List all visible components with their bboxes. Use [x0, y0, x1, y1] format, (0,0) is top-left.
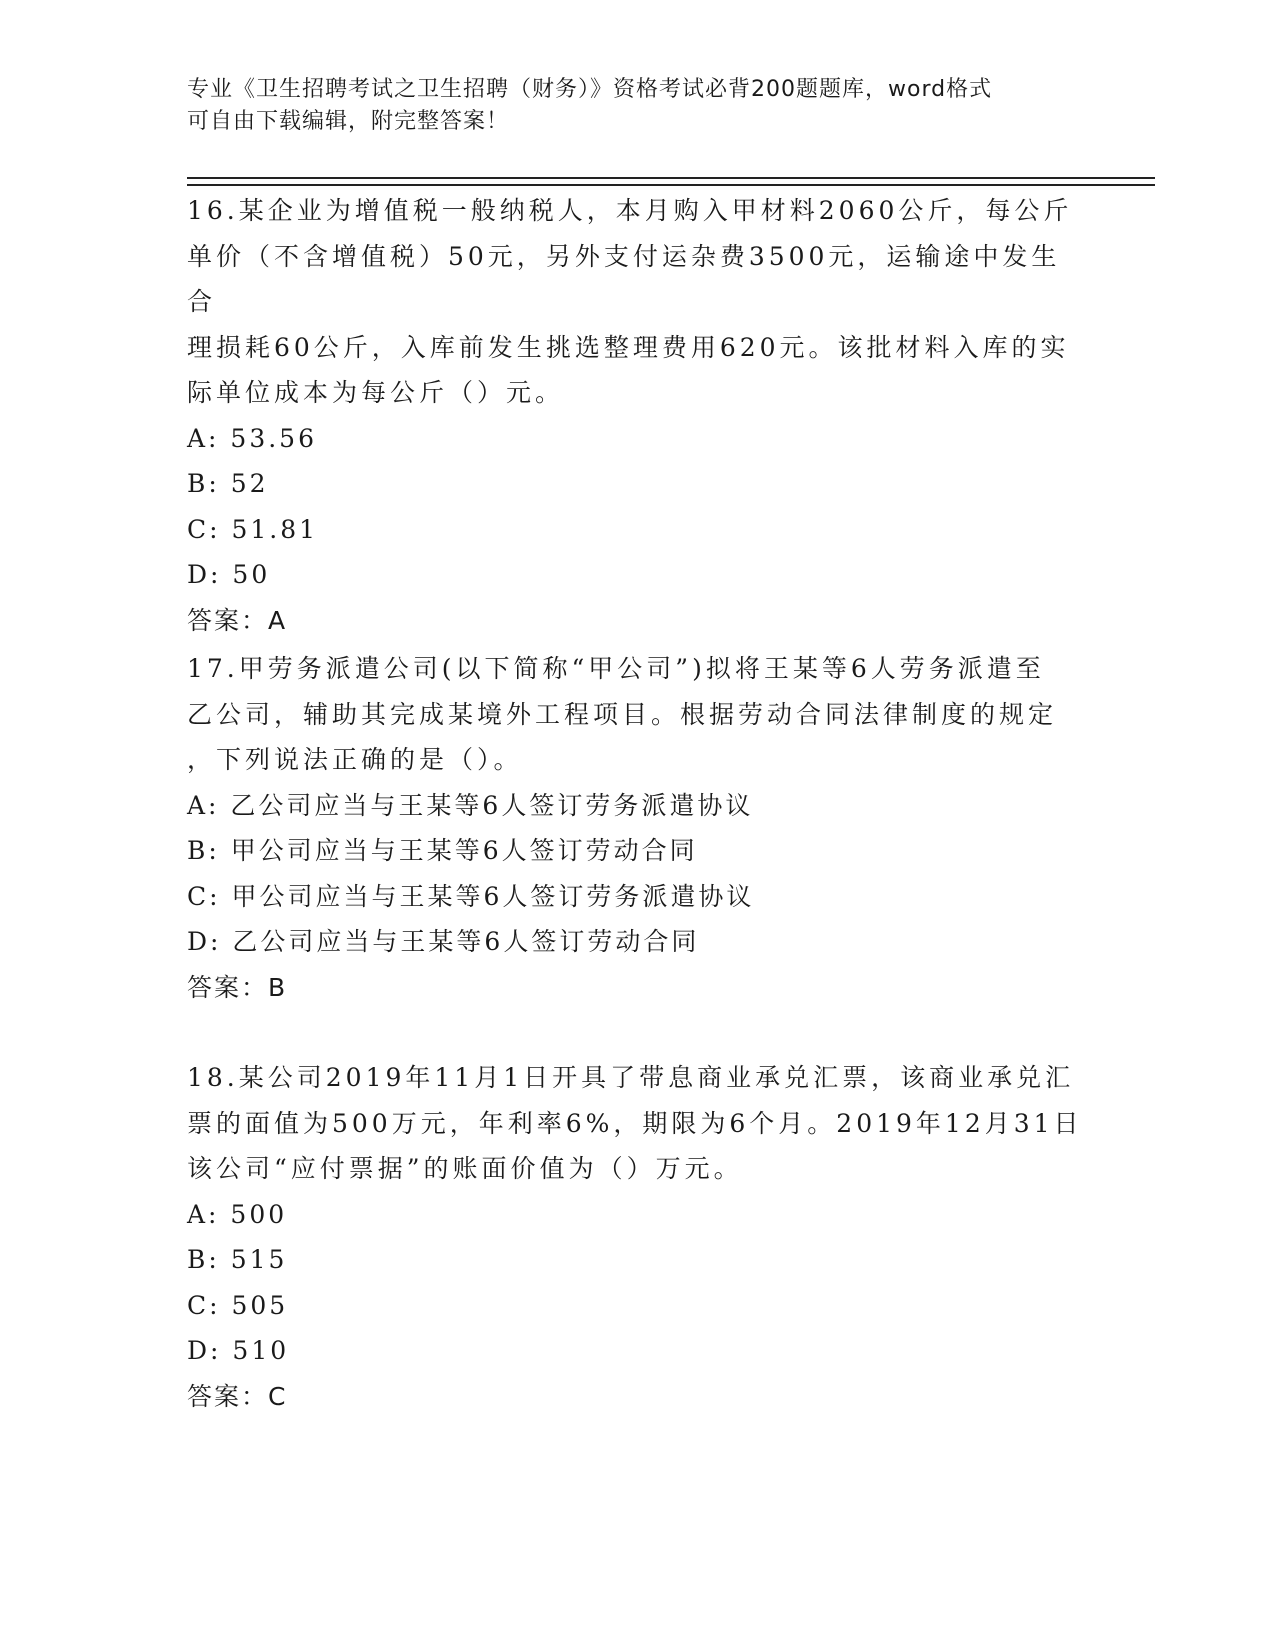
question-stem-line: 18.某公司2019年11月1日开具了带息商业承兑汇票，该商业承兑汇: [187, 1063, 1075, 1092]
option-d: D: 乙公司应当与王某等6人签订劳动合同: [187, 927, 700, 956]
header-divider-bottom: [187, 184, 1155, 186]
question-stem-line: 际单位成本为每公斤（）元。: [187, 378, 565, 407]
answer: 答案：B: [187, 972, 288, 1002]
option-c: C: 505: [187, 1290, 289, 1320]
question-18: [187, 1055, 1087, 1419]
question-stem-line: 单价（不含增值税）50元，另外支付运杂费3500元，运输途中发生合: [187, 241, 1061, 316]
question-stem-line: 该公司“应付票据”的账面价值为（）万元。: [187, 1154, 743, 1183]
option-a: A: 500: [187, 1199, 288, 1229]
question-17: [187, 646, 1087, 1010]
question-stem-line: 票的面值为500万元，年利率6%，期限为6个月。2019年12月31日: [187, 1108, 1083, 1138]
header-divider-top: [187, 177, 1155, 179]
question-stem-line: 理损耗60公斤，入库前发生挑选整理费用620元。该批材料入库的实: [187, 332, 1070, 362]
question-stem-line: 17.甲劳务派遣公司(以下简称“甲公司”)拟将王某等6人劳务派遣至: [187, 654, 1045, 683]
option-a: A: 53.56: [187, 423, 317, 453]
option-c: C: 51.81: [187, 514, 319, 544]
option-d: D: 50: [187, 560, 271, 589]
option-a: A: 乙公司应当与王某等6人签订劳务派遣协议: [187, 790, 754, 820]
option-b: B: 52: [187, 469, 269, 498]
question-stem-line: 16.某企业为增值税一般纳税人，本月购入甲材料2060公斤，每公斤: [187, 196, 1073, 225]
answer: 答案：C: [187, 1381, 288, 1411]
answer: 答案：A: [187, 605, 288, 635]
option-b: B: 515: [187, 1245, 288, 1274]
option-b: B: 甲公司应当与王某等6人签订劳动合同: [187, 836, 698, 865]
document-header: [187, 74, 1087, 138]
question-16: [187, 188, 1087, 643]
question-stem-line: 乙公司，辅助其完成某境外工程项目。根据劳动合同法律制度的规定: [187, 699, 1058, 729]
header-title-line-1: 专业《卫生招聘考试之卫生招聘（财务）》资格考试必背200题题库，word格式: [187, 77, 993, 102]
option-c: C: 甲公司应当与王某等6人签订劳务派遣协议: [187, 881, 755, 911]
header-title-line-2: 可自由下载编辑，附完整答案！: [187, 109, 510, 134]
option-d: D: 510: [187, 1336, 290, 1365]
question-stem-line: ，下列说法正确的是（）。: [187, 745, 523, 774]
